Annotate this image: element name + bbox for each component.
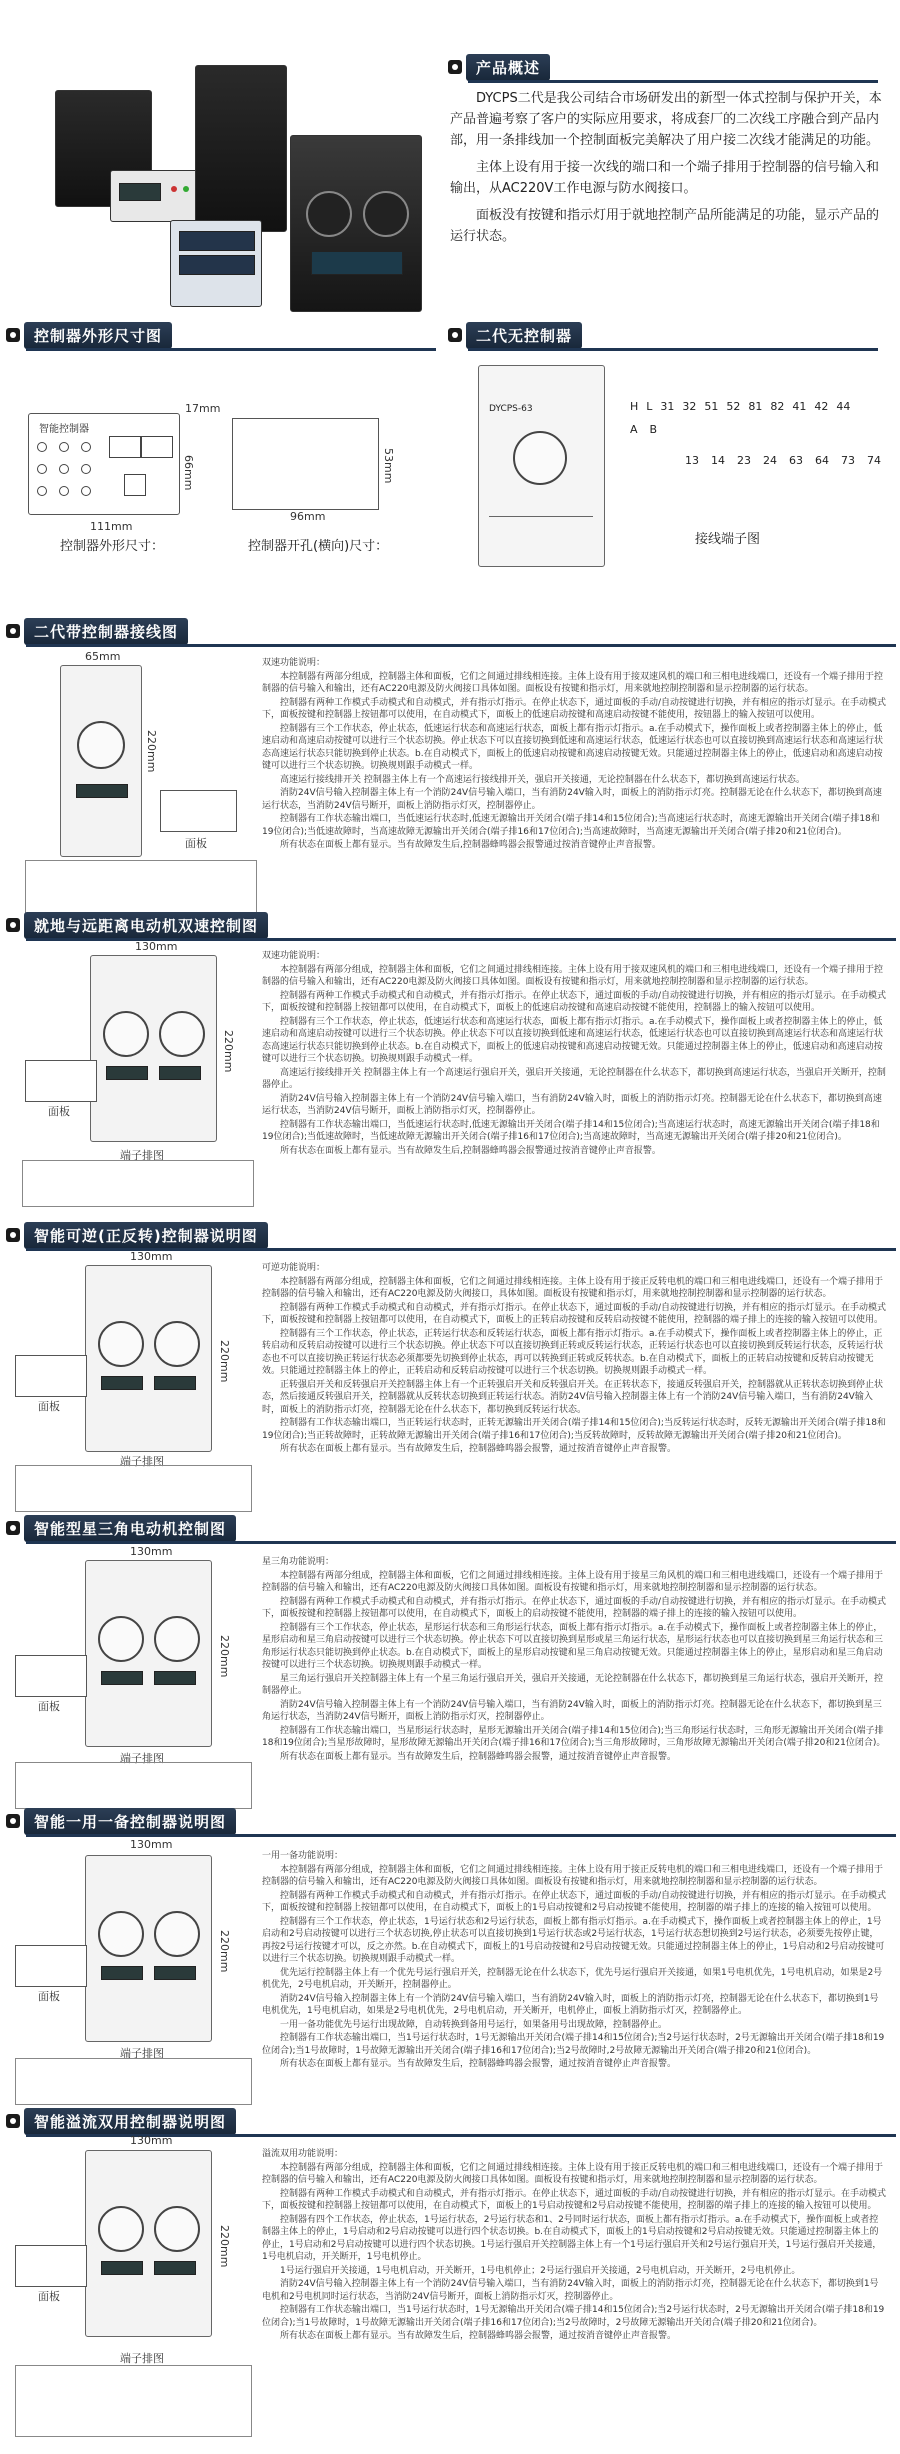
dimensions-header [6,322,436,348]
oneone-terminal-label: 端子排图 [120,2047,164,2060]
terminal-label: 31 [660,400,675,413]
remote-panel-diagram [25,1060,97,1102]
stardelta-header [6,1515,896,1541]
stardelta-device-diagram [85,1560,212,1747]
overflow-terminal-label: 端子排图 [120,2352,164,2365]
oneone-title: 智能一用一备控制器说明图 [24,1808,236,1835]
terminal-label: 13 [685,454,699,467]
stardelta-title: 智能型星三角电动机控制图 [24,1515,236,1542]
dim-caption-2: 控制器开孔(横向)尺寸： [248,539,389,554]
terminal-label: 23 [737,454,751,467]
oneone-device-diagram [85,1855,212,2042]
overflow-dim-side: 220mm [218,2225,231,2268]
section-bullet-icon [6,1521,20,1535]
wiring-desc-para: 高速运行接线排开关 控制器主体上有一个高速运行接线排开关，强启开关接通，无论控制器在什么状态下，都切换到高速运行状态。 [280,774,805,785]
stardelta-desc-para: 控制器有工作状态输出端口，当星形运行状态时，星形无源输出开关闭合(端子排14和15位闭合);当三角形运行状态时，三角形无源输出开关闭合(端子排18和19位闭合);当星形故障时，星形故障无源输出开关闭合(端子排16和17位闭合);当三角形故障时，三角形故障无源输出开关闭合(端子排20和21位闭合)。 [262,1725,886,1748]
terminal-label: 73 [841,454,855,467]
reverse-panel-diagram [15,1355,87,1397]
controller-outline-diagram [28,413,180,515]
oneone-description [262,1850,887,2072]
remote-desc-para: 控制器有三个工作状态，停止状态，低速运行状态和高速运行状态，面板上都有指示灯指示。a.在手动模式下，操作面板上或者控制器主体上的停止，低速启动和高速启动按键可以进行三个状态切换。停止状态下可以直接切换到低速和高速运行状态，低速运行状态也可以直接切换到高速运行状态和高速运行状态高速运行状态只能切换到停止状态。b.在自动模式下，面板上的低速启动按键和高速启动按键无效。只能通过控制器主体上的停止，低速启动和高速启动按键可以进行三个状态切换。切换规则跟手动模式一样。 [262,1016,884,1064]
dim-height-2: 53mm [382,448,395,484]
stardelta-panel-label: 面板 [38,1700,60,1713]
wiring-description [262,657,887,853]
dim-caption-1: 控制器外形尺寸： [60,539,165,554]
terminal-label: 82 [770,400,785,413]
oneone-desc-title: 一用一备功能说明： [262,1851,344,1861]
wiring-desc-title: 双速功能说明： [262,658,326,668]
overflow-terminal-strip [15,2365,252,2437]
section-bullet-icon [6,624,20,638]
overflow-desc-para: 所有状态在面板上都有显示。当有故障发生后，控制器蜂鸣器会报警，通过按消音键停止声音报警。 [280,2331,677,2341]
oneone-dim-side: 220mm [218,1930,231,1973]
gen2-terminal-diagram [630,400,890,540]
dimensions-title: 控制器外形尺寸图 [24,322,172,349]
overflow-dim-top: 130mm [130,2134,173,2147]
remote-terminal-label: 端子排图 [120,1149,164,1162]
section-bullet-icon [6,918,20,932]
product-photo-medium-unit [195,65,287,232]
remote-header [6,912,896,938]
gen2-model-label: DYCPS-63 [489,404,533,414]
overflow-device-diagram [85,2150,212,2337]
terminal-label: H [630,400,639,413]
overflow-desc-para: 本控制器有两部分组成，控制器主体和面板，它们之间通过排线相连接。主体上设有用于接正反转电机的端口和三相电进线端口，还设有一个端子排用于控制器的信号输入和输出，还有AC220电源及防火阀接口具体如图。面板设有按键和指示灯，用来就地控制控制器和显示控制器的运行状态。 [262,2162,884,2185]
remote-description [262,950,887,1158]
section-bullet-icon [6,2114,20,2128]
oneone-desc-para: 优先运行控制器主体上有一个优先号运行强启开关，控制器无论在什么状态下，优先号运行强启开关接通，如果1号电机优先，1号电机启动，如果是2号机优先，2号电机启动，开关断开，控制器停止。 [262,1967,883,1990]
oneone-desc-para: 控制器有工作状态输出端口，当1号运行状态时，1号无源输出开关闭合(端子排14和15位闭合);当2号运行状态时，2号无源输出开关闭合(端子排18和19位闭合);当1号故障时，1号故障无源输出开关闭合(端子排16和17位闭合);当2号故障时,2号故障无源输出开关闭合(端子排20和21位闭合)。 [262,2033,885,2056]
product-photo-large-unit [290,135,422,312]
reverse-desc-title: 可逆功能说明： [262,1263,326,1273]
oneone-desc-para: 本控制器有两部分组成，控制器主体和面板，它们之间通过排线相连接。主体上设有用于接正反转电机的端口和三相电进线端口，还设有一个端子排用于控制器的信号输入和输出，还有AC220电源及防火阀接口具体如图。面板设有按键和指示灯，用来就地控制控制器和显示控制器的运行状态。 [262,1864,884,1887]
wiring-panel-label: 面板 [185,837,207,850]
product-photo-control-panel [170,220,262,307]
dim-depth-1: 17mm [185,402,221,415]
stardelta-desc-para: 本控制器有两部分组成，控制器主体和面板，它们之间通过排线相连接。主体上设有用于接星三角风机的端口和三相电进线端口，还设有一个端子排用于控制器的信号输入和输出，还有AC220电源及防火阀接口具体如图。面板设有按键和指示灯，用来就地控制控制器和显示控制器的运行状态。 [262,1570,884,1593]
stardelta-desc-para: 星三角运行强启开关控制器主体上有一个星三角运行强启开关，强启开关接通，无论控制器在什么状态下，都切换到星三角运行状态，强启开关断开，控制器停止。 [262,1673,884,1696]
wiring-remote-panel [160,790,237,832]
controller-panel-label: 智能控制器 [39,424,89,435]
dim-width-2: 96mm [290,510,326,523]
remote-dim-top: 130mm [135,940,178,953]
terminal-label: 41 [792,400,807,413]
reverse-device-diagram [85,1265,212,1452]
remote-desc-para: 高速运行接线排开关 控制器主体上有一个高速运行强启开关，强启开关接通，无论控制器在什么状态下，都切换到高速运行状态，当强启开关断开，控制器停止。 [262,1067,886,1090]
section-bullet-icon [448,328,462,342]
oneone-panel-label: 面板 [38,1990,60,2003]
section-bullet-icon [6,1228,20,1242]
remote-title: 就地与远距离电动机双速控制图 [24,912,268,939]
stardelta-desc-title: 星三角功能说明： [262,1557,335,1567]
reverse-panel-label: 面板 [38,1400,60,1413]
wiring-dim-side: 220mm [145,730,158,773]
wiring-desc-para: 控制器有工作状态输出端口，当低速运行状态时,低速无源输出开关闭合(端子排14和15位闭合);当高速运行状态时，高速无源输出开关闭合(端子排18和19位闭合);当低速故障时，当高速故障无源输出开关闭合(端子排16和17位闭合);当高速故障时，当高速无源输出开关闭合(端子排20和21位闭合)。 [262,814,880,837]
wiring-title: 二代带控制器接线图 [24,618,188,645]
oneone-desc-para: 所有状态在面板上都有显示。当有故障发生后，控制器蜂鸣器会报警，通过按消音键停止声音报警。 [280,2059,677,2069]
wiring-desc-para: 本控制器有两部分组成，控制器主体和面板，它们之间通过排线相连接。主体上设有用于接双速风机的端口和三相电进线端口，还设有一个端子排用于控制器的信号输入和输出，还有AC220电源及防火阀接口具体如图。面板设有按键和指示灯，用来就地控制控制器和显示控制器的运行状态。 [262,671,884,694]
stardelta-desc-para: 消防24V信号输入控制器主体上有一个消防24V信号输入端口，当有消防24V输入时，面板上的消防指示灯亮。控制器无论在什么状态下，都切换到星三角运行状态，当消防24V信号断开，面板上消防指示灯灭，控制器停止。 [262,1699,882,1722]
terminal-label: 63 [789,454,803,467]
remote-desc-para: 消防24V信号输入控制器主体上有一个消防24V信号输入端口，当有消防24V输入时，面板上的消防指示灯亮。控制器无论在什么状态下，都切换到高速运行状态，当消防24V信号断开，面板上消防指示灯灭，控制器停止。 [262,1093,882,1116]
gen2-device-diagram [478,365,605,567]
overflow-desc-para: 1号运行强启开关接通，1号电机启动，开关断开，1号电机停止；2号运行强启开关接通，2号电机启动，开关断开，2号电机停止。 [280,2265,801,2276]
wiring-desc-para: 所有状态在面板上都有显示。当有故障发生后,控制器蜂鸣器会报警通过按消音键停止声音报警。 [280,840,661,850]
overflow-panel-label: 面板 [38,2290,60,2303]
reverse-desc-para: 控制器有两种工作模式手动模式和自动模式，并有指示灯指示。在停止状态下，通过面板的手动/自动按键进行切换，并有相应的指示灯显示。在手动模式下，面板按键和控制器上按钮都可以使用，在自动模式下，面板上的正转启动按键和反转启动按键不能使用，控制器的端子排上的连接的输入按钮可以使用。 [262,1302,887,1325]
reverse-dim-top: 130mm [130,1250,173,1263]
stardelta-desc-para: 控制器有三个工作状态，停止状态，星形运行状态和三角形运行状态，面板上都有指示灯指示。a.在手动模式下，操作面板上或者控制器主体上的停止，星形启动和星三角启动按键可以进行三个状态切换。停止状态下可以直接切换到星形或星三角运行状态，星形运行状态也可以直接切换到星三角运行状态和三角形运行状态只能切换到停止状态。b.在自动模式下，面板上的星形启动按键和星三角启动按键无效。只能通过控制器主体上的停止，星形启动和星三角启动按键可以进行三个状态切换。切换规则跟手动模式一样。 [262,1622,884,1670]
terminal-label: A [630,423,638,436]
gen2-header [448,322,878,348]
overflow-desc-para: 控制器有两种工作模式手动模式和自动模式，并有指示灯指示。在停止状态下，通过面板的手动/自动按键进行切换，并有相应的指示灯显示。在手动模式下，面板按键和控制器上按钮都可以使用，在自动模式下，面板上的1号启动按键和2号启动按键不能使用，控制器的端子排上的连接的输入按钮可以使用。 [262,2188,887,2211]
stardelta-panel-diagram [15,1655,87,1697]
wiring-desc-para: 控制器有三个工作状态，停止状态，低速运行状态和高速运行状态，面板上都有指示灯指示。a.在手动模式下，操作面板上或者控制器主体上的停止，低速启动和高速启动按键可以进行三个状态切换。停止状态下可以直接切换到低速和高速运行状态，低速运行状态也可以直接切换到高速运行状态和高速运行状态高速运行状态只能切换到停止状态。b.在自动模式下，面板上的低速启动按键和高速启动按键无效。只能通过控制器主体上的停止，低速启动和高速启动按键可以进行三个状态切换。切换规则跟手动模式一样。 [262,723,884,771]
terminal-label: B [649,423,658,436]
terminal-label: 32 [682,400,697,413]
section-bullet-icon [6,328,20,342]
oneone-dim-top: 130mm [130,1838,173,1851]
terminal-label: L [646,400,653,413]
product-photo-group [20,50,430,310]
reverse-desc-para: 控制器有三个工作状态，停止状态，正转运行状态和反转运行状态，面板上都有指示灯指示。a.在手动模式下，操作面板上或者控制器主体上的停止，正转启动和反转启动按键可以进行三个状态切换。停止状态下可以直接切换到正转或反转运行状态，正转运行状态也可以直接切换到反转运行状态，反转运行状态也不可以直接切换正转运行状态必须都要先切换到停止状态，再可以转换到正转或反转状态。b.在自动模式下，面板上的正转启动按键和反转启动按键无效。只能通过控制器主体上的停止，正转启动和反转启动按键可以进行三个状态切换。切换规则跟手动模式一样。 [262,1328,884,1376]
overflow-title: 智能溢流双用控制器说明图 [24,2108,236,2135]
oneone-desc-para: 一用一备功能优先号运行出现故障，自动转换到备用号运行，如果备用号出现故障，控制器停止。 [280,2019,668,2030]
remote-desc-para: 控制器有工作状态输出端口，当低速运行状态时,低速无源输出开关闭合(端子排14和15位闭合);当高速运行状态时，高速无源输出开关闭合(端子排18和19位闭合);当低速故障时，当低速故障无源输出开关闭合(端子排16和17位闭合);当高速故障时，当高速无源输出开关闭合(端子排20和21位闭合)。 [262,1119,880,1142]
stardelta-desc-para: 所有状态在面板上都有显示。当有故障发生后，控制器蜂鸣器会报警，通过按消音键停止声音报警。 [280,1751,677,1762]
terminal-label: 81 [748,400,763,413]
reverse-terminal-strip [15,1465,252,1512]
reverse-dim-side: 220mm [218,1340,231,1383]
wiring-desc-para: 控制器有两种工作模式手动模式和自动模式，并有指示灯指示。在停止状态下，通过面板的手动/自动按键进行切换，并有相应的指示灯显示。在手动模式下，面板按键和控制器上按钮都可以使用，在自动模式下，面板上的低速启动按键和高速启动按键不能使用，按钮器上的输入按钮可以使用。 [262,697,887,720]
oneone-panel-diagram [15,1945,87,1987]
stardelta-dim-side: 220mm [218,1635,231,1678]
reverse-desc-para: 本控制器有两部分组成，控制器主体和面板，它们之间通过排线相连接。主体上设有用于接正反转电机的端口和三相电进线端口，还设有一个端子排用于控制器的信号输入和输出，还有AC220电源及防火阀接口，具体如图。面板设有按键和指示灯，用来就地控制控制器和显示控制器的运行状态。 [262,1276,884,1299]
reverse-title: 智能可逆(正反转)控制器说明图 [24,1222,268,1249]
remote-panel-label: 面板 [48,1105,70,1118]
remote-desc-para: 所有状态在面板上都有显示。当有故障发生后,控制器蜂鸣器会报警通过按消音键停止声音报警。 [280,1145,661,1156]
reverse-terminal-label: 端子排图 [120,1455,164,1468]
terminal-label: 44 [836,400,851,413]
reverse-desc-para: 控制器有工作状态输出端口，当正转运行状态时，正转无源输出开关闭合(端子排14和15位闭合);当反转运行状态时，反转无源输出开关闭合(端子排18和19位闭合);当正转故障时，正转故障无源输出开关闭合(端子排16和17位闭合);当反转故障时，反转故障无源输出开关闭合(端子排20和21位闭合)。 [262,1418,886,1441]
section-bullet-icon [448,60,462,74]
cutout-outline-diagram [232,418,379,510]
reverse-desc-para: 正转强启开关和反转强启开关控制器主体上有一个正转强启开关和反转强启开关。在正转状态下，接通反转强启开关，控制器就从正转状态切换到停止状态，然后接通反转强启开关，控制器就从反转状态切换到正转运行状态。消防24V信号输入控制器主体上有一个消防24V信号输入端口，当有消防24V输入时，面板上的消防指示灯亮，控制器无论在什么状态下，都切换到反转运行状态。 [262,1379,884,1415]
overview-header [448,54,878,80]
terminal-label: 24 [763,454,777,467]
overview-paragraph: 主体上设有用于接一次线的端口和一个端子排用于控制器的信号输入和输出，从AC220V工作电源与防水阀接口。 [450,160,880,196]
stardelta-description [262,1556,887,1764]
stardelta-desc-para: 控制器有两种工作模式手动模式和自动模式，并有指示灯指示。在停止状态下，通过面板的手动/自动按键进行切换，并有相应的指示灯显示。在手动模式下，面板按键和控制器上按钮都可以使用，在自动模式下，面板上的启动按键不能使用，控制器的端子排上的连接的输入按钮可以使用。 [262,1596,887,1619]
overview-title: 产品概述 [466,54,550,81]
section-bullet-icon [6,1814,20,1828]
wiring-dim-top: 65mm [85,650,121,663]
overflow-description [262,2148,887,2344]
stardelta-dim-top: 130mm [130,1545,173,1558]
oneone-desc-para: 消防24V信号输入控制器主体上有一个消防24V信号输入端口，当有消防24V输入时，面板上的消防指示灯亮，控制器无论在什么状态下，都切换到1号电机优先，1号电机启动，如果是2号电机优先，2号电机启动，开关断开，电机停止，面板上消防指示灯灭，控制器停止。 [262,1993,879,2016]
wiring-desc-para: 消防24V信号输入控制器主体上有一个消防24V信号输入端口，当有消防24V输入时，面板上的消防指示灯亮。控制器无论在什么状态下，都切换到高速运行状态，当消防24V信号断开，面板上消防指示灯灭，控制器停止。 [262,788,882,811]
gen2-title: 二代无控制器 [466,322,582,349]
overflow-panel-diagram [15,2245,87,2287]
overflow-desc-title: 溢流双用功能说明： [262,2149,344,2159]
wiring-terminal-strip [25,860,257,917]
stardelta-terminal-label: 端子排图 [120,1752,164,1765]
dim-height-1: 66mm [182,455,195,491]
terminal-label: 51 [704,400,719,413]
remote-desc-para: 控制器有两种工作模式手动模式和自动模式，并有指示灯指示。在停止状态下，通过面板的手动/自动按键进行切换，并有相应的指示灯显示。在手动模式下，面板按键和控制器上按钮都可以使用，在自动模式下，面板上的低速启动按键和高速启动按键不能使用，控制器上的输入按钮可以使用。 [262,990,887,1013]
oneone-desc-para: 控制器有三个工作状态，停止状态，1号运行状态和2号运行状态，面板上都有指示灯指示。a.在手动模式下，操作面板上或者控制器主体上的停止，1号启动和2号启动按键可以进行三个状态切换,停止状态可以直接切换到1号运行状态或2号运行状态，1号运行状态想切换到2号运行状态，必须要先按停止键，再按2号运行按键才可以，反之亦然。b.在自动模式下，面板上的1号启动按键和2号启动按键无效。只能通过控制器主体上的停止，1号启动和2号启动按键可以进行三个状态切换。切换规则跟手动模式一样。 [262,1916,885,1964]
terminal-label: 64 [815,454,829,467]
dim-width-1: 111mm [90,520,133,533]
overflow-header [6,2108,896,2134]
stardelta-terminal-strip [15,1762,252,1809]
wiring-device-diagram [60,665,142,857]
overview-paragraph: 面板没有按键和指示灯用于就地控制产品所能满足的功能，显示产品的运行状态。 [450,208,880,244]
remote-terminal-strip [22,1160,254,1207]
overflow-desc-para: 控制器有四个工作状态，停止状态，1号运行状态，2号运行状态和1、2号同时运行状态，面板上都有指示灯指示。a.在手动模式下，操作面板上或者控制器主体上的停止，1号启动和2号启动按键可以进行四个状态切换。b.在自动模式下，面板上的1号启动按键和2号启动按键无效。只能通过控制器主体上的停止，1号启动和2号启动按键可以进行四个状态切换。1号运行强启开关控制器主体上有一个1号运行强启开关和2号运行强启开关，1号运行强启开关接通，1号电机启动，开关断开，1号电机停止。 [262,2214,882,2262]
remote-desc-title: 双速功能说明： [262,951,326,961]
overflow-desc-para: 消防24V信号输入控制器主体上有一个消防24V信号输入端口，当有消防24V输入时，面板上的消防指示灯亮，控制器无论在什么状态下，都切换到1号电机和2号电机同时运行状态，当消防24V信号断开，面板上消防指示灯灭，控制器停止。 [262,2279,879,2302]
overview-text [450,88,882,253]
overview-paragraph: DYCPS二代是我公司结合市场研发出的新型一体式控制与保护开关，本产品普遍考察了客户的实际应用要求，将成套厂的二次线工序融合到产品内部，用一条排线加一个控制面板完美解决了用户接二次线才能满足的功能。 [450,91,882,148]
gen2-caption: 接线端子图 [695,532,761,547]
oneone-desc-para: 控制器有两种工作模式手动模式和自动模式，并有指示灯指示。在停止状态下，通过面板的手动/自动按键进行切换，并有相应的指示灯显示。在手动模式下，面板按键和控制器上按钮都可以使用，在自动模式下，面板上的1号启动按键和2号启动按键不能使用，控制器的端子排上的连接的输入按钮可以使用。 [262,1890,887,1913]
terminal-label: 74 [867,454,881,467]
remote-desc-para: 本控制器有两部分组成，控制器主体和面板，它们之间通过排线相连接。主体上设有用于接双速风机的端口和三相电进线端口，还设有一个端子排用于控制器的信号输入和输出，还有AC220电源及防火阀接口具体如图。面板设有按键和指示灯，用来就地控制控制器和显示控制器的运行状态。 [262,964,884,987]
terminal-label: 14 [711,454,725,467]
terminal-label: 42 [814,400,829,413]
remote-device-diagram [90,955,217,1142]
reverse-description [262,1262,887,1457]
oneone-header [6,1808,896,1834]
remote-dim-side: 220mm [222,1030,235,1073]
reverse-header [6,1222,896,1248]
terminal-label: 52 [726,400,741,413]
reverse-desc-para: 所有状态在面板上都有显示。当有故障发生后，控制器蜂鸣器会报警，通过按消音键停止声音报警。 [280,1444,677,1454]
wiring-header [6,618,896,644]
oneone-terminal-strip [15,2058,252,2105]
overflow-desc-para: 控制器有工作状态输出端口，当1号运行状态时，1号无源输出开关闭合(端子排14和15位闭合);当2号运行状态时，2号无源输出开关闭合(端子排18和19位闭合);当1号故障时，1号故障无源输出开关闭合(端子排16和17位闭合);当2号故障时，2号故障无源输出开关闭合(端子排20和21位闭合)。 [262,2305,885,2328]
